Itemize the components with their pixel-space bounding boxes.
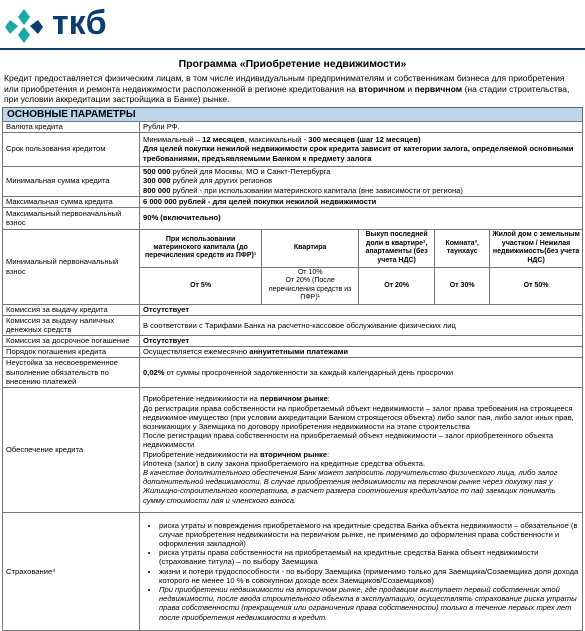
row-value (140, 229, 583, 304)
row-value: 90% (включительно) (140, 207, 583, 229)
intro-paragraph: Кредит предоставляется физическим лицам, в том числе индивидуальным предпринимателям и собственникам бизнеса для приобретения или приобретения и ремонта недвижимости расположенной в регионе кредитования на вторичном и первичном (на стадии строительства, при условии аккредитации застройщика в Банке) рынке. (4, 73, 570, 104)
table-row (3, 335, 583, 346)
down-payment-header: При использовании материнского капитала (до перечисления средств из ПФР)¹ (140, 230, 262, 268)
down-payment-value: От 30% (435, 268, 490, 304)
row-label: Неустойка за несвоевременное выполнение обязательств по внесению платежей (3, 357, 140, 387)
table-row (3, 132, 583, 166)
row-label: Обеспечение кредита (3, 387, 140, 512)
down-payment-table (140, 230, 582, 304)
down-payment-header: Жилой дом с земельным участком / Нежилая недвижимость(без учета НДС) (490, 230, 582, 268)
down-payment-value: От 20% (359, 268, 435, 304)
table-row (3, 207, 583, 229)
row-label: Максимальная сумма кредита (3, 196, 140, 207)
down-payment-header: Квартира (262, 230, 359, 268)
row-label: Валюта кредита (3, 121, 140, 132)
list-item: • риска утраты права собственности на приобретаемый на кредитные средства Банка объект недвижимости (страхование титула) – по выбору Заемщика (159, 548, 579, 566)
row-value: 500 000 рублей для Москвы, МО и Санкт-Петербурга 300 000 рублей для других регионов 800 000 рублей - при использовании материнского капитала (вне зависимости от региона) (140, 166, 583, 196)
list-item: • При приобретении недвижимости на вторичном рынке, где продавцом выступает первый собственник этой недвижимости, после ввода строительного объекта в эксплуатацию, осуществлять страхование риска утраты права собственности (прекращения или ограничения права собственности) только в течение первых трех лет после приобретения недвижимости в кредит. (159, 585, 579, 622)
table-row (3, 196, 583, 207)
header-rule (0, 48, 585, 50)
table-row (3, 229, 583, 304)
row-value: В соответствии с Тарифами Банка на расчетно-кассовое обслуживание физических лиц (140, 315, 583, 335)
table-row (3, 166, 583, 196)
down-payment-value: От 5% (190, 281, 212, 289)
down-payment-header: Выкуп последней доли в квартире², апартаменты (без учета НДС) (359, 230, 435, 268)
row-value (140, 512, 583, 630)
insurance-list (143, 521, 579, 622)
brand-name: ткб (52, 4, 107, 42)
header (0, 0, 585, 50)
row-label: Страхование⁴ (3, 512, 140, 630)
row-label: Срок пользования кредитом (3, 132, 140, 166)
tkb-logo-icon (4, 6, 44, 46)
table-row (3, 357, 583, 387)
row-value: 0,02% от суммы просроченной задолженности за каждый календарный день просрочки (140, 357, 583, 387)
parameters-table (2, 121, 583, 631)
row-value: Отсутствует (140, 335, 583, 346)
list-item: • жизни и потери трудоспособности - по выбору Заемщика (применимо только для Заемщика/Созаемщика доля дохода которого не менее 10 % в совокупном доходе всех Заемщиков/Созаемщиков) (159, 567, 579, 585)
row-value: Рубли РФ. (140, 121, 583, 132)
down-payment-value: От 10% От 20% (После перечисления средств из ПФР)¹ (262, 268, 359, 304)
row-value: 6 000 000 рублей - для целей покупки нежилой недвижимости (140, 196, 583, 207)
row-value: Осуществляется ежемесячно аннуитетными платежами (140, 346, 583, 357)
table-row (3, 315, 583, 335)
list-item: • риска утраты и повреждения приобретаемого на кредитные средства Банка объекта недвижимости – обязательное (в случае приобретения недвижимости на первичном рынке, не применимо до оформления права собственности и оформления закладной) (159, 521, 579, 549)
section-header: ОСНОВНЫЕ ПАРАМЕТРЫ (2, 107, 583, 121)
row-label: Комиссия за выдачу наличных денежных средств (3, 315, 140, 335)
row-label: Максимальный первоначальный взнос (3, 207, 140, 229)
row-label: Порядок погашения кредита (3, 346, 140, 357)
down-payment-value: От 50% (490, 268, 582, 304)
row-value: Приобретение недвижимости на первичном рынке: До регистрации права собственности на приобретаемый объект недвижимости – залог права требования на строящееся недвижимое имущество (при условии аккредитации Банком строящегося объекта) либо залог пая, либо залог иных прав, возникающих у Заемщика по договору приобретения недвижимости на этапе строительства После регистрации права собственности на приобретаемый объект недвижимости – залог приобретенного объекта недвижимости Приобретение недвижимости на вторичном рынке: Ипотека (залог) в силу закона приобретаемого на кредитные средства объекта. В качестве дополнительного обеспечения Банк может запросить поручительство физического лица, либо залог дополнительной недвижимости. В случае приобретения недвижимости на первичном рынке через покупку пая у Жилищно-строительного кооператива, в расчет размера соотношения кредит/залог по пай заемщик понимать сумму стоимости пая и членского взноса. (140, 387, 583, 512)
row-label: Комиссия за выдачу кредита (3, 304, 140, 315)
table-row (3, 512, 583, 630)
row-label: Минимальный первоначальный взнос (3, 229, 140, 304)
table-row (3, 304, 583, 315)
row-label: Комиссия за досрочное погашение (3, 335, 140, 346)
table-row (3, 387, 583, 512)
row-label: Минимальная сумма кредита (3, 166, 140, 196)
table-row (3, 346, 583, 357)
table-row (3, 121, 583, 132)
down-payment-header: Комната³, таунхаус (435, 230, 490, 268)
row-value: Минимальный – 12 месяцев, максимальный - 300 месяцев (шаг 12 месяцев) Для целей покупки нежилой недвижимости срок кредита зависит от категории залога, определяемой основными требованиями, предъявляемыми Банком к предмету залога (140, 132, 583, 166)
page-title: Программа «Приобретение недвижимости» (178, 58, 407, 70)
row-value: Отсутствует (140, 304, 583, 315)
